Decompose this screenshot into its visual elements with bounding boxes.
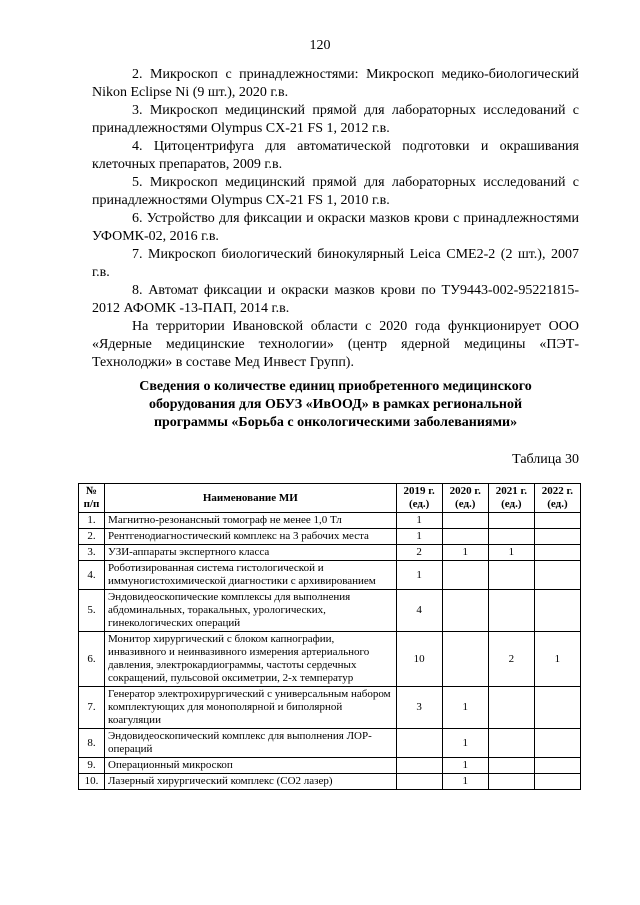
cell-name: Роботизированная система гистологической и иммуногистохимической диагностики с архивированием xyxy=(105,561,397,590)
paragraph-item-8: 8. Автомат фиксации и окраски мазков крови по ТУ9443-002-95221815-2012 АФОМК -13-ПАП, 2014 г.в. xyxy=(92,283,579,316)
cell-y2021 xyxy=(488,561,534,590)
cell-name: Эндовидеоскопические комплексы для выполнения абдоминальных, торакальных, урологических, гинекологических операций xyxy=(105,590,397,632)
table-row xyxy=(79,590,581,632)
cell-y2022 xyxy=(534,758,580,774)
cell-y2019: 4 xyxy=(396,590,442,632)
cell-y2021 xyxy=(488,529,534,545)
cell-y2022 xyxy=(534,561,580,590)
header-name: Наименование МИ xyxy=(105,484,397,513)
cell-y2019 xyxy=(396,729,442,758)
cell-y2020 xyxy=(442,513,488,529)
table-header-row xyxy=(79,484,581,513)
cell-name: Операционный микроскоп xyxy=(105,758,397,774)
cell-y2019 xyxy=(396,758,442,774)
header-2022: 2022 г. (ед.) xyxy=(534,484,580,513)
cell-y2020 xyxy=(442,590,488,632)
cell-y2020: 1 xyxy=(442,758,488,774)
cell-name: УЗИ-аппараты экспертного класса xyxy=(105,545,397,561)
paragraph-nuclear-medicine: На территории Ивановской области с 2020 года функционирует ООО «Ядерные медицинские технологии» (центр ядерной медицины «ПЭТ-Технолоджи» в составе Мед Инвест Групп). xyxy=(92,319,579,370)
table-row xyxy=(79,632,581,687)
table-row xyxy=(79,758,581,774)
heading-line-2: оборудования для ОБУЗ «ИвООД» в рамках региональной xyxy=(148,397,523,412)
cell-y2021: 1 xyxy=(488,545,534,561)
section-heading xyxy=(92,378,579,432)
cell-name: Рентгенодиагностический комплекс на 3 рабочих места xyxy=(105,529,397,545)
cell-name: Монитор хирургический с блоком капнографии, инвазивного и неинвазивного измерения артериального давления, электрокардиограммы, частоты сердечных сокращений, пульсовой оксиметрии, 2-х температур xyxy=(105,632,397,687)
table-body xyxy=(79,513,581,790)
cell-y2021 xyxy=(488,729,534,758)
cell-y2020 xyxy=(442,632,488,687)
cell-num: 7. xyxy=(79,687,105,729)
cell-num: 9. xyxy=(79,758,105,774)
paragraph-item-2: 2. Микроскоп с принадлежностями: Микроскоп медико-биологический Nikon Eclipse Ni (9 шт.), 2020 г.в. xyxy=(92,67,579,100)
heading-line-1: Сведения о количестве единиц приобретенного медицинского xyxy=(139,379,532,394)
table-row xyxy=(79,545,581,561)
cell-y2019: 2 xyxy=(396,545,442,561)
page-number: 120 xyxy=(309,38,331,53)
table-row xyxy=(79,561,581,590)
header-2019: 2019 г. (ед.) xyxy=(396,484,442,513)
cell-num: 10. xyxy=(79,774,105,790)
cell-num: 4. xyxy=(79,561,105,590)
cell-y2019: 1 xyxy=(396,513,442,529)
cell-y2020: 1 xyxy=(442,774,488,790)
cell-y2019: 10 xyxy=(396,632,442,687)
header-num: № п/п xyxy=(79,484,105,513)
paragraph-item-4: 4. Цитоцентрифуга для автоматической подготовки и окрашивания клеточных препаратов, 2009 г.в. xyxy=(92,139,579,172)
cell-num: 8. xyxy=(79,729,105,758)
cell-y2019: 3 xyxy=(396,687,442,729)
cell-y2022 xyxy=(534,545,580,561)
table-row xyxy=(79,529,581,545)
table-row xyxy=(79,513,581,529)
cell-y2020: 1 xyxy=(442,545,488,561)
cell-y2021 xyxy=(488,758,534,774)
cell-name: Магнитно-резонансный томограф не менее 1,0 Тл xyxy=(105,513,397,529)
cell-y2021 xyxy=(488,687,534,729)
cell-y2019: 1 xyxy=(396,561,442,590)
cell-name: Эндовидеоскопический комплекс для выполнения ЛОР-операций xyxy=(105,729,397,758)
cell-y2021 xyxy=(488,513,534,529)
cell-num: 6. xyxy=(79,632,105,687)
cell-y2022 xyxy=(534,774,580,790)
cell-y2021: 2 xyxy=(488,632,534,687)
cell-y2021 xyxy=(488,774,534,790)
cell-y2022 xyxy=(534,513,580,529)
cell-y2020: 1 xyxy=(442,687,488,729)
paragraph-item-7: 7. Микроскоп биологический бинокулярный Leica CME2-2 (2 шт.), 2007 г.в. xyxy=(92,247,579,280)
cell-y2022 xyxy=(534,729,580,758)
cell-y2021 xyxy=(488,590,534,632)
table-row xyxy=(79,774,581,790)
cell-num: 5. xyxy=(79,590,105,632)
cell-name: Генератор электрохирургический с универсальным набором комплектующих для монополярной и биполярной коагуляции xyxy=(105,687,397,729)
cell-y2020 xyxy=(442,529,488,545)
cell-y2020 xyxy=(442,561,488,590)
cell-y2022: 1 xyxy=(534,632,580,687)
equipment-table xyxy=(78,483,581,790)
heading-line-3: программы «Борьба с онкологическими заболеваниями» xyxy=(153,415,518,430)
header-2021: 2021 г. (ед.) xyxy=(488,484,534,513)
cell-name: Лазерный хирургический комплекс (СО2 лазер) xyxy=(105,774,397,790)
cell-y2022 xyxy=(534,687,580,729)
paragraph-item-3: 3. Микроскоп медицинский прямой для лабораторных исследований с принадлежностями Olympus CX-21 FS 1, 2012 г.в. xyxy=(92,103,579,136)
table-caption: Таблица 30 xyxy=(512,452,579,467)
cell-num: 2. xyxy=(79,529,105,545)
table-row xyxy=(79,687,581,729)
cell-y2019: 1 xyxy=(396,529,442,545)
cell-y2022 xyxy=(534,529,580,545)
cell-num: 1. xyxy=(79,513,105,529)
cell-y2020: 1 xyxy=(442,729,488,758)
table-row xyxy=(79,729,581,758)
paragraph-item-5: 5. Микроскоп медицинский прямой для лабораторных исследований с принадлежностями Olympus CX-21 FS 1, 2010 г.в. xyxy=(92,175,579,208)
header-2020: 2020 г. (ед.) xyxy=(442,484,488,513)
cell-y2019 xyxy=(396,774,442,790)
body-text xyxy=(92,66,579,372)
cell-y2022 xyxy=(534,590,580,632)
cell-num: 3. xyxy=(79,545,105,561)
paragraph-item-6: 6. Устройство для фиксации и окраски мазков крови с принадлежностями УФОМК-02, 2016 г.в. xyxy=(92,211,579,244)
